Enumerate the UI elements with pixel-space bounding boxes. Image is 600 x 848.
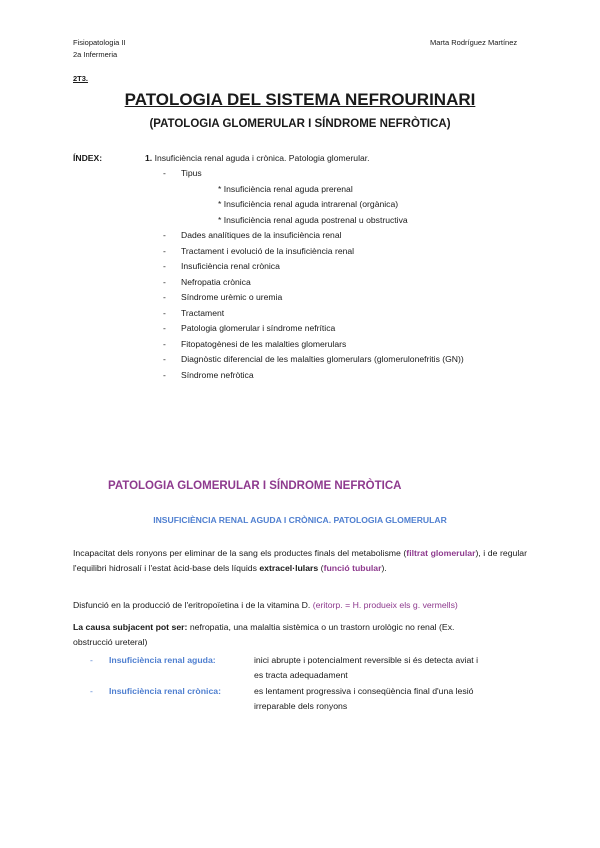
index-item: - Síndrome urèmic o uremia: [163, 292, 283, 302]
index-first-text: Insuficiència renal aguda i crònica. Patologia glomerular.: [154, 153, 370, 163]
header-subject: Fisiopatologia II: [73, 38, 126, 47]
index-subtype: * Insuficiència renal aguda postrenal u obstructiva: [218, 215, 408, 225]
document-page: Fisiopatologia II 2a Infermeria Marta Rodríguez Martínez 2T3. PATOLOGIA DEL SISTEMA NEFROURINARI (PATOLOGIA GLOMERULAR I SÍNDROME NEFRÒTICA) ÍNDEX: 1. Insuficiència renal aguda i crònica. Patologia glomerular. - Tipus * Insuficiència renal aguda prerenal * Insuficiència renal aguda intrarenal (orgànica) * Insuficiència renal aguda postrenal u obstructiva - Dades analítiques de la insuficiència renal - Tractament i evolució de la insuficiència renal - Insuficiència renal crònica - Nefropatia crònica - Síndrome urèmic o uremia - Tractament - Patologia glomerular i síndrome nefrítica - Fitopatogènesi de les malalties glomerulars - Diagnòstic diferencial de les malalties glomerulars (glomerulonefritis (GN)) - Síndrome nefròtica PATOLOGIA GLOMERULAR I SÍNDROME NEFRÒTICA INSUFICIÈNCIA RENAL AGUDA I CRÒNICA. PATOLOGIA GLOMERULAR Incapacitat dels ronyons per eliminar de la sang els productes finals del metabolisme (filtrat glomerular), i de regular l'equilibri hidrosalí i l'estat àcid-base dels líquids extracel·lulars (funció tubular). Disfunció en la producció de l'eritropoïetina i de la vitamina D. (eritorp. = H. produeix els g. vermells) La causa subjacent pot ser: nefropatia, una malaltia sistèmica o un trastorn urològic no renal (Ex. obstrucció ureteral) - Insuficiència renal aguda: inici abrupte i potencialment reversible si és detecta aviat i es tracta adequadament - Insuficiència renal crònica: es lentament progressiva i conseqüència final d'una lesió irreparable dels ronyons: [0, 0, 600, 848]
header-author: Marta Rodríguez Martínez: [430, 38, 518, 47]
paragraph-epo: Disfunció en la producció de l'eritropoïetina i de la vitamina D. (eritorp. = H. produeix els g. vermells): [73, 600, 458, 610]
section-subheading: INSUFICIÈNCIA RENAL AGUDA I CRÒNICA. PATOLOGIA GLOMERULAR: [153, 515, 447, 525]
index-list: [163, 228, 464, 383]
index-item: - Síndrome nefròtica: [163, 369, 254, 380]
index-item: - Insuficiència renal crònica: [163, 261, 280, 271]
index-item: - Tractament: [163, 307, 225, 318]
index-item: - Diagnòstic diferencial de les malalties glomerulars (glomerulonefritis (GN)): [163, 354, 464, 364]
index-subtype: * Insuficiència renal aguda intrarenal (orgànica): [218, 199, 399, 209]
index-item: - Nefropatia crònica: [163, 276, 251, 287]
paragraph-cause: La causa subjacent pot ser: nefropatia, una malaltia sistèmica o un trastorn urològic no renal (Ex. obstrucció ureteral): [73, 622, 455, 647]
index-item: - Dades analítiques de la insuficiència renal: [163, 230, 342, 240]
section-heading: PATOLOGIA GLOMERULAR I SÍNDROME NEFRÒTICA: [108, 480, 402, 492]
index-item: - Fitopatogènesi de les malalties glomerulars: [163, 338, 347, 349]
index-item: - Tractament i evolució de la insuficiència renal: [163, 245, 355, 256]
page-title: PATOLOGIA DEL SISTEMA NEFROURINARI: [124, 90, 476, 109]
paragraph-definition: Incapacitat dels ronyons per eliminar de la sang els productes finals del metabolisme (filtrat glomerular), i de regular l'equilibri hidrosalí i l'estat àcid-base dels líquids extracel·lulars (funció tubular).: [73, 548, 528, 573]
header-course: 2a Infermeria: [73, 50, 118, 59]
index-label: ÍNDEX:: [73, 153, 103, 163]
index-item: - Patologia glomerular i síndrome nefrítica: [163, 323, 336, 333]
unit-tag: 2T3.: [73, 74, 89, 83]
page-subtitle: (PATOLOGIA GLOMERULAR I SÍNDROME NEFRÒTICA): [149, 118, 451, 130]
index-tipus: - Tipus: [163, 168, 202, 178]
index-subtype: * Insuficiència renal aguda prerenal: [218, 184, 353, 194]
index-first-entry: [145, 151, 370, 167]
index-first-number: 1.: [145, 153, 153, 163]
